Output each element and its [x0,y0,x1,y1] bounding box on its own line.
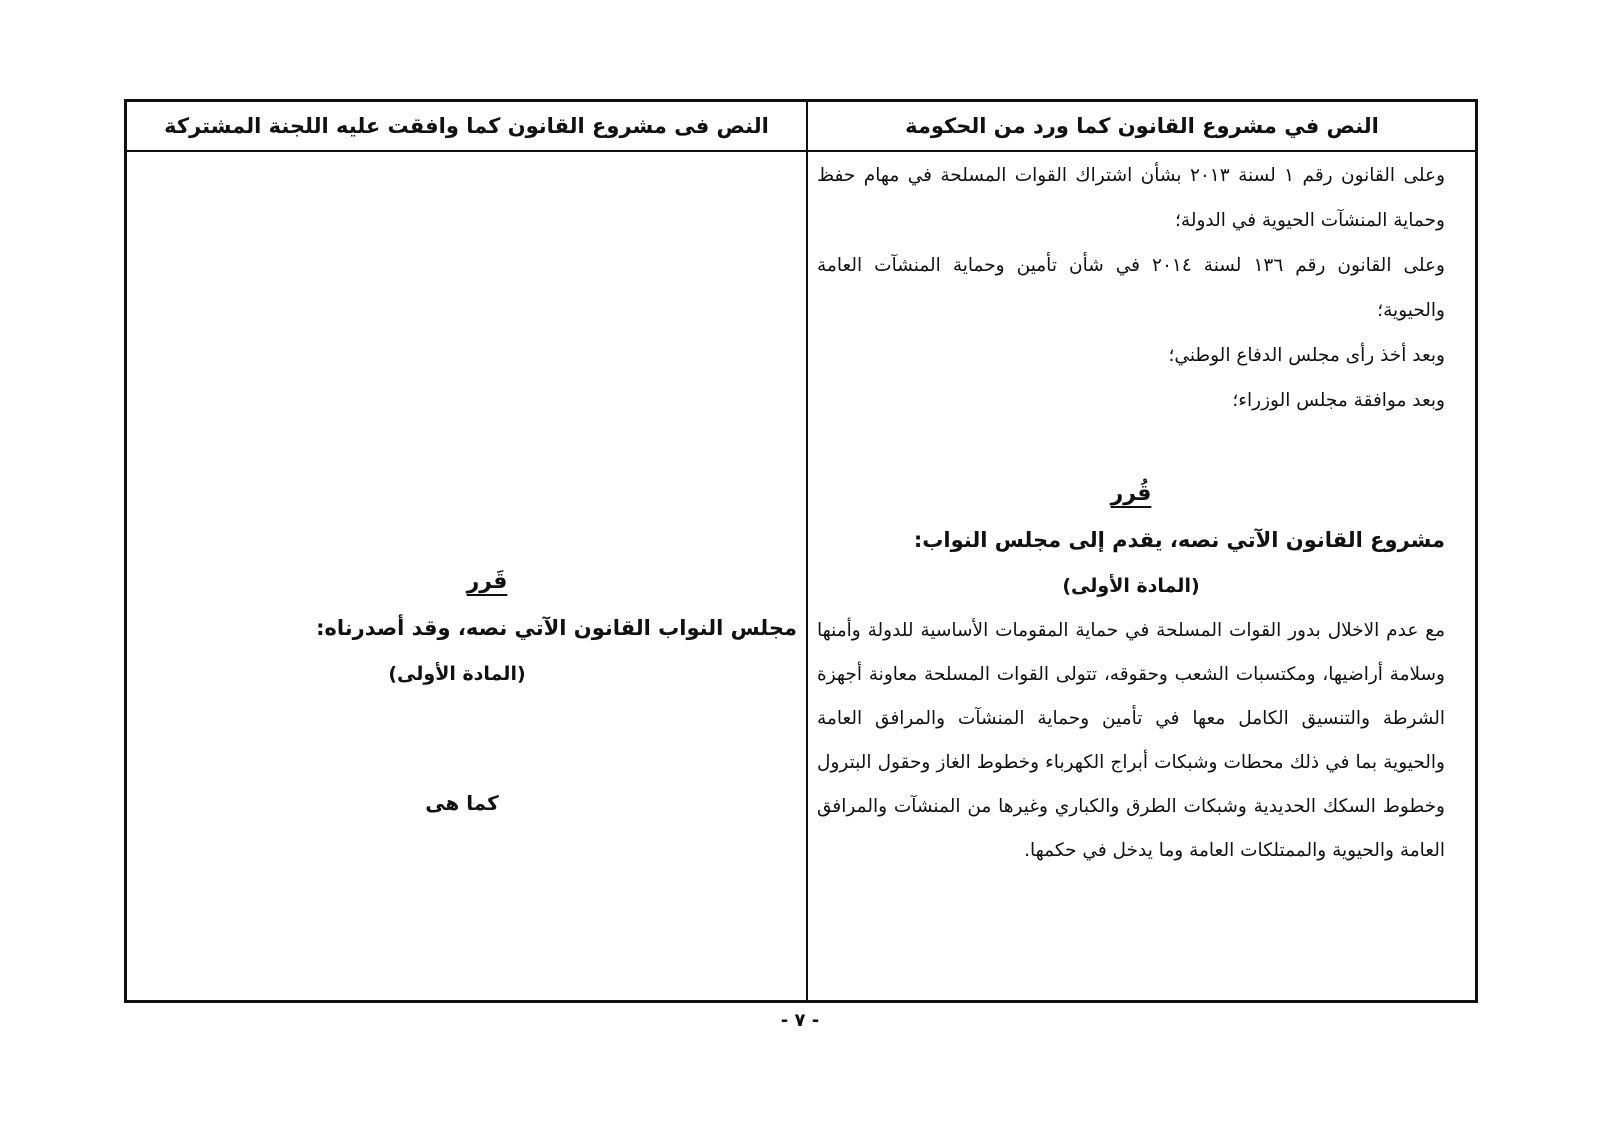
page-number: - ٧ - [780,1010,820,1031]
preamble-law-1-2013: وعلى القانون رقم ١ لسنة ٢٠١٣ بشأن اشتراك القوات المسلحة في مهام حفظ وحماية المنشآت الحيوية في الدولة؛ [817,165,1445,231]
government-qarar-heading: قُرر [1110,481,1152,506]
committee-text-header: النص فى مشروع القانون كما وافقت عليه اللجنة المشتركة [164,114,769,138]
government-article-one-title: (المادة الأولى) [1062,575,1200,597]
preamble-law-136-2014: وعلى القانون رقم ١٣٦ لسنة ٢٠١٤ في شأن تأمين وحماية المنشآت العامة والحيوية؛ [817,255,1445,321]
government-text-header: النص في مشروع القانون كما ورد من الحكومة [905,114,1379,138]
spacer [817,423,1445,471]
preamble-defense-council: وبعد أخذ رأى مجلس الدفاع الوطني؛ [1168,345,1445,366]
committee-qarar-heading: قَرر [466,569,508,594]
comparison-table [124,99,1478,1003]
committee-as-is-text: كما هى [425,791,499,815]
government-article-one-body: مع عدم الاخلال بدور القوات المسلحة في حماية المقومات الأساسية للدولة وأمنها وسلامة أراضيها، ومكتسبات الشعب وحقوقه، تتولى القوات المسلحة معاونة أجهزة الشرطة والتنسيق الكامل معها في تأمين وحماية المنشآت والمرافق العامة والحيوية بما في ذلك محطات وشبكات أبراج الكهرباء وخطوط الغاز وحقول البترول وخطوط السكك الحديدية وشبكات الطرق والكباري وغيرها من المنشآت والمرافق العامة والحيوية والممتلكات العامة وما يدخل في حكمها. [817,620,1445,861]
government-decree-line: مشروع القانون الآتي نصه، يقدم إلى مجلس النواب: [913,528,1445,552]
committee-decree-line: مجلس النواب القانون الآتي نصه، وقد أصدرناه: [316,616,797,640]
header-divider [127,150,1475,152]
preamble-cabinet-approval: وبعد موافقة مجلس الوزراء؛ [1232,390,1445,411]
column-divider [806,102,808,1000]
committee-article-one-title: (المادة الأولى) [388,663,526,685]
government-text-column [817,153,1445,873]
